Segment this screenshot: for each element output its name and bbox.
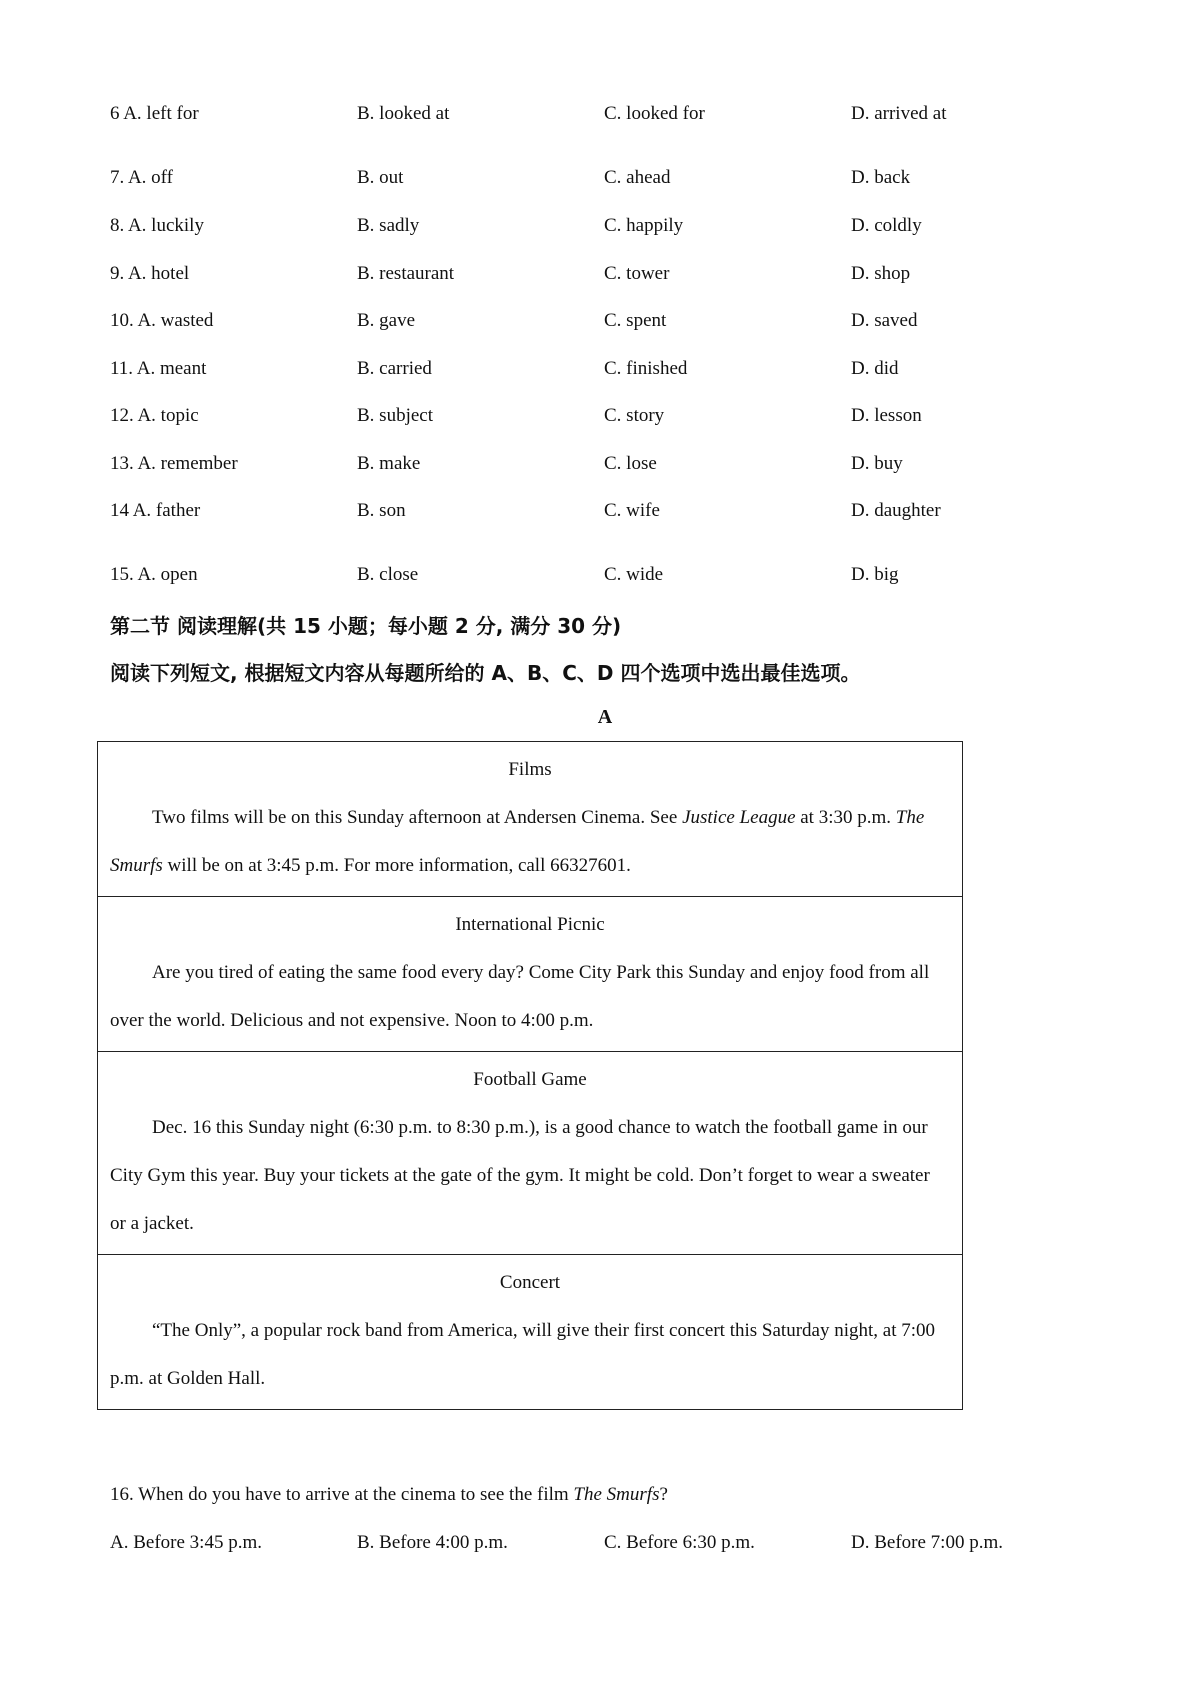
option-d: D. buy [851, 453, 903, 474]
option-a: 8. A. luckily [110, 215, 204, 236]
option-a: 15. A. open [110, 564, 198, 585]
option-b: B. son [357, 500, 406, 521]
option-row-6 [110, 103, 1110, 133]
option-a: 14 A. father [110, 500, 201, 521]
notice-title: Films [508, 759, 552, 780]
notice-picnic [98, 897, 963, 1052]
notice-title: Concert [499, 1272, 561, 1293]
question-text: ? [659, 1484, 668, 1505]
option-d: D. saved [851, 310, 918, 331]
option-c: C. wide [604, 564, 664, 585]
notice-text: Two films will be on this Sunday afternoon at Andersen Cinema. See [152, 807, 683, 828]
option-d: D. shop [851, 263, 911, 284]
option-a: 13. A. remember [110, 453, 238, 474]
option-c: C. Before 6:30 p.m. [604, 1532, 755, 1553]
option-c: C. story [604, 405, 665, 426]
option-row-10 [110, 310, 1110, 340]
option-a: 12. A. topic [110, 405, 199, 426]
notice-body: “The Only”, a popular rock band from America, will give their first concert this Saturday night, at 7:00 p.m. at Golden Hall. [110, 1320, 935, 1389]
option-a: 9. A. hotel [110, 263, 190, 284]
notice-body [110, 794, 950, 890]
option-d: D. coldly [851, 215, 922, 236]
notice-text: will be on at 3:45 p.m. For more information, call 66327601. [162, 855, 631, 876]
option-a: A. Before 3:45 p.m. [110, 1532, 262, 1553]
option-b: B. sadly [357, 215, 420, 236]
option-a: 10. A. wasted [110, 310, 214, 331]
notice-body: Dec. 16 this Sunday night (6:30 p.m. to 8:30 p.m.), is a good chance to watch the football game in our City Gym this year. Buy your tickets at the gate of the gym. It might be cold. Don’t forget to wear a sweater or a jacket. [110, 1117, 930, 1234]
option-b: B. carried [357, 358, 432, 379]
notice-title: Football Game [473, 1069, 587, 1090]
option-c: C. finished [604, 358, 688, 379]
option-b: B. Before 4:00 p.m. [357, 1532, 508, 1553]
option-a: 6 A. left for [110, 103, 199, 124]
question-text: 16. When do you have to arrive at the cinema to see the film [110, 1484, 574, 1505]
option-d: D. lesson [851, 405, 922, 426]
option-b: B. subject [357, 405, 433, 426]
option-c: C. lose [604, 453, 657, 474]
option-d: D. arrived at [851, 103, 947, 124]
notice-films [98, 742, 963, 897]
notice-table [97, 741, 963, 1410]
option-d: D. Before 7:00 p.m. [851, 1532, 1003, 1553]
option-c: C. ahead [604, 167, 671, 188]
option-b: B. restaurant [357, 263, 455, 284]
option-row-11 [110, 358, 1110, 388]
notice-body: Are you tired of eating the same food every day? Come City Park this Sunday and enjoy food from all over the world. Delicious and not expensive. Noon to 4:00 p.m. [110, 962, 930, 1031]
section-heading: 第二节 阅读理解(共 15 小题；每小题 2 分, 满分 30 分) [110, 614, 622, 638]
option-c: C. happily [604, 215, 684, 236]
option-c: C. wife [604, 500, 660, 521]
notice-text: at 3:30 p.m. [795, 807, 896, 828]
option-row-15 [110, 564, 1110, 594]
option-c: C. spent [604, 310, 667, 331]
instructions: 阅读下列短文, 根据短文内容从每题所给的 A、B、C、D 四个选项中选出最佳选项。 [110, 661, 861, 685]
option-row-9 [110, 263, 1110, 293]
option-d: D. back [851, 167, 911, 188]
option-c: C. tower [604, 263, 670, 284]
film-title: Justice League [682, 807, 796, 828]
option-c: C. looked for [604, 103, 705, 124]
notice-football [98, 1052, 963, 1255]
notice-concert [98, 1255, 963, 1410]
option-a: 11. A. meant [110, 358, 207, 379]
option-b: B. looked at [357, 103, 450, 124]
option-b: B. make [357, 453, 421, 474]
option-b: B. gave [357, 310, 416, 331]
option-d: D. big [851, 564, 899, 585]
option-b: B. out [357, 167, 404, 188]
film-title: The Smurfs [573, 1484, 660, 1505]
option-row-8 [110, 215, 1110, 245]
option-b: B. close [357, 564, 419, 585]
question-16-stem [110, 1484, 668, 1506]
film-title: The Smurfs [110, 807, 925, 876]
option-d: D. did [851, 358, 899, 379]
option-row-14 [110, 500, 1110, 530]
option-row-12 [110, 405, 1110, 435]
option-a: 7. A. off [110, 167, 173, 188]
option-row-7 [110, 167, 1110, 197]
passage-label: A [597, 706, 613, 728]
question-16-options [110, 1532, 1110, 1562]
option-d: D. daughter [851, 500, 941, 521]
option-row-13 [110, 453, 1110, 483]
notice-title: International Picnic [455, 914, 605, 935]
